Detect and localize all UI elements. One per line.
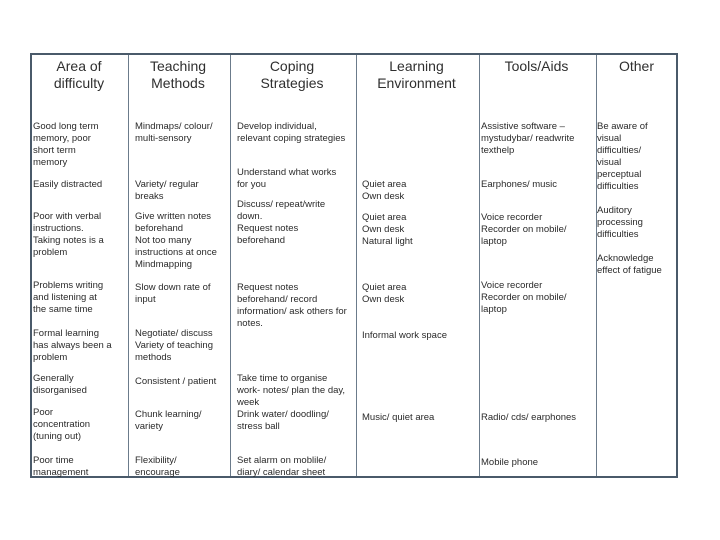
column-divider (128, 55, 129, 476)
tools-cell: Radio/ cds/ earphones (481, 412, 577, 423)
coping-cell: Request notes beforehand/ record information/ ask others for notes. (237, 282, 347, 329)
header-learning-environment: Learning Environment (377, 58, 456, 91)
other-cell: Acknowledge effect of fatigue (597, 253, 662, 276)
learning-cell: Quiet area Own desk (362, 179, 407, 202)
teaching-cell: Slow down rate of input (135, 282, 211, 305)
tools-cell: Voice recorder Recorder on mobile/ laptop (481, 280, 567, 315)
teaching-cell: Chunk learning/ variety (135, 409, 202, 432)
header-area-of-difficulty: Area of difficulty (53, 58, 105, 91)
teaching-cell: Negotiate/ discuss Variety of teaching methods (135, 328, 213, 363)
header-coping-strategies: Coping Strategies (260, 58, 324, 91)
coping-cell: Take time to organise work- notes/ plan the day, week Drink water/ doodling/ stress ball (237, 373, 346, 432)
other-cell: Be aware of visual difficulties/ visual perceptual difficulties (597, 121, 648, 192)
header-tools-aids: Tools/Aids (504, 58, 569, 74)
area-cell: Generally disorganised (33, 373, 87, 396)
area-cell: Problems writing and listening at the same time (33, 280, 104, 315)
coping-cell: Understand what works for you (237, 167, 337, 190)
learning-cell: Informal work space (362, 330, 448, 341)
area-cell: Easily distracted (33, 179, 103, 190)
learning-cell: Quiet area Own desk Natural light (362, 212, 413, 247)
column-divider (479, 55, 480, 476)
tools-cell: Mobile phone (481, 457, 539, 468)
coping-cell: Discuss/ repeat/write down. Request notes beforehand (237, 199, 326, 246)
tools-cell: Voice recorder Recorder on mobile/ laptop (481, 212, 567, 247)
other-cell: Auditory processing difficulties (597, 205, 643, 240)
learning-cell: Music/ quiet area (362, 412, 435, 423)
coping-cell: Set alarm on moblile/ diary/ calendar sheet (237, 455, 327, 478)
column-divider (230, 55, 231, 476)
teaching-cell: Flexibility/ encourage (135, 455, 180, 478)
tools-cell: Earphones/ music (481, 179, 558, 190)
learning-cell: Quiet area Own desk (362, 282, 407, 305)
header-teaching-methods: Teaching Methods (149, 58, 207, 91)
teaching-cell: Give written notes beforehand Not too many instructions at once Mindmapping (135, 211, 217, 270)
teaching-cell: Variety/ regular breaks (135, 179, 199, 202)
tools-cell: Assistive software – mystudybar/ readwrite texthelp (481, 121, 575, 156)
header-other: Other (618, 58, 654, 74)
teaching-cell: Consistent / patient (135, 376, 217, 387)
area-cell: Formal learning has always been a problem (33, 328, 112, 363)
area-cell: Good long term memory, poor short term memory (33, 121, 99, 168)
area-cell: Poor time management (33, 455, 89, 478)
teaching-cell: Mindmaps/ colour/ multi-sensory (135, 121, 213, 144)
area-cell: Poor with verbal instructions. Taking notes is a problem (33, 211, 104, 258)
area-cell: Poor concentration (tuning out) (33, 407, 91, 442)
coping-cell: Develop individual, relevant coping strategies (237, 121, 346, 144)
